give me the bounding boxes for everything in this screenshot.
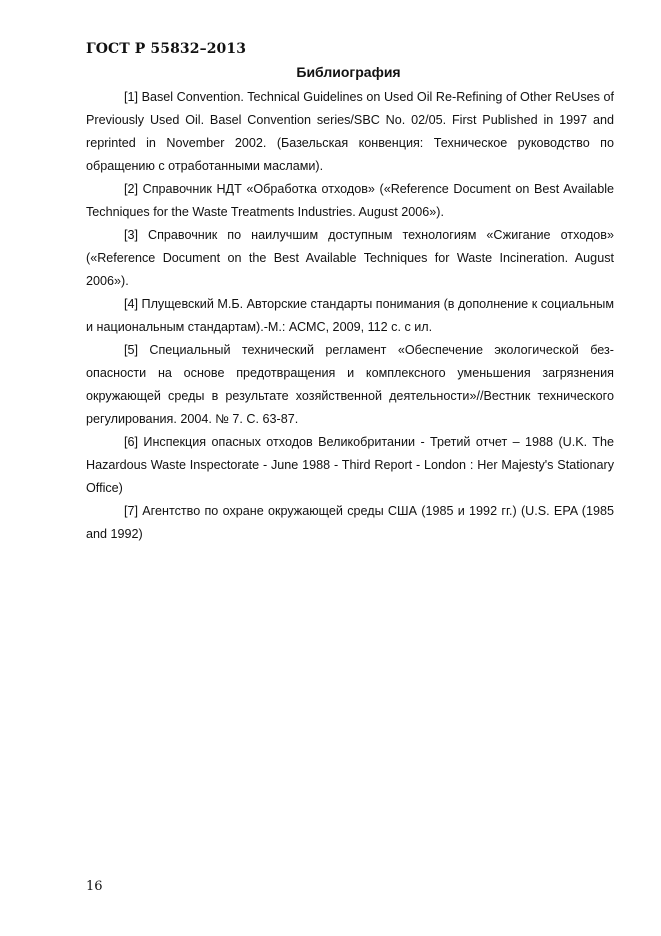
bibliography-entry-2: [2] Справочник НДТ «Обработка отходов» («Reference Document on Best Available Techniques for the Waste Treatments Industries. August 2006»). xyxy=(86,182,614,219)
document-standard-id: ГОСТ Р 55832–2013 xyxy=(86,41,247,57)
bibliography-entry-6: [6] Инспекция опасных отходов Великобритании - Третий отчет – 1988 (U.K. The Hazardous Waste Inspectorate - June 1988 - Third Report - London : Her Majesty's Stationary Office) xyxy=(86,435,614,495)
bibliography-entry-3: [3] Справочник по наилучшим доступным технологиям «Сжигание отходов» («Reference Document on the Best Available Techniques for Waste Incineration. August 2006»). xyxy=(86,228,614,288)
bibliography-list xyxy=(86,86,614,546)
bibliography-entry-7: [7] Агентство по охране окружающей среды США (1985 и 1992 гг.) (U.S. EPA (1985 and 1992) xyxy=(86,504,614,541)
bibliography-entry-4: [4] Плущевский М.Б. Авторские стандарты понимания (в дополнение к социальным и национальным стандартам).-М.: АСМС, 2009, 112 с. с ил. xyxy=(86,297,614,334)
bibliography-entry-5: [5] Специальный технический регламент «Обеспечение экологической безопасности на основе предотвращения и комплексного уменьшения загрязнения окружающей среды в результате хозяйственной деятельности»//Вестник технического регулирования. 2004. № 7. С. 63-87. xyxy=(86,343,614,426)
bibliography-title: Библиография xyxy=(296,64,401,80)
page-number: 16 xyxy=(86,879,103,894)
bibliography-entry-1: [1] Basel Convention. Technical Guidelines on Used Oil Re-Refining of Other ReUses of Previously Used Oil. Basel Convention series/SBC No. 02/05. First Published in 1997 and reprinted in November 2002. (Базельская конвенция: Техническое руководство по обращению с отработанными маслами). xyxy=(86,90,614,173)
